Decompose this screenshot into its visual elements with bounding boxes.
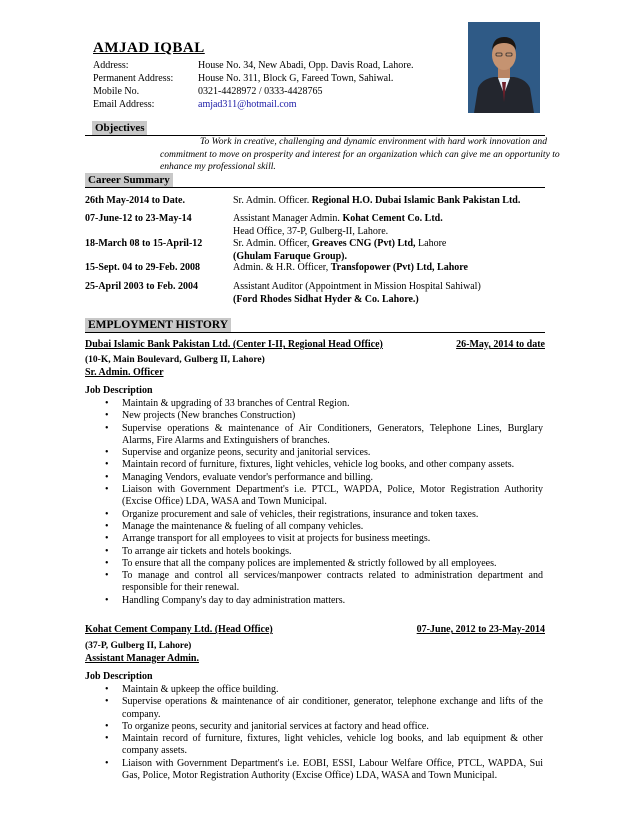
contact-block [93,59,414,111]
list-item: • Supervise and organize peons, security and janitorial services. [103,447,543,459]
list-item: • To manage and control all services/manpower contracts related to administration department and responsible for their renewal. [103,570,543,595]
duties-list [103,684,543,782]
career-date: 25-April 2003 to Feb. 2004 [85,281,199,292]
career-date: 18-March 08 to 15-April-12 [85,238,203,249]
career-date: 07-June-12 to 23-May-14 [85,213,192,224]
career-role: Assistant Auditor (Appointment in Mission Hospital Sahiwal) (Ford Rhodes Sidhat Hyder & Co. Lahore.) [233,281,481,305]
contact-label: Permanent Address: [93,73,174,84]
duties-list [103,398,543,607]
job-header [85,624,545,635]
list-item: • Maintain record of furniture, fixtures, light vehicles, vehicle log books, and lab equipment & other company assets. [103,733,543,758]
job-description-label: Job Description [85,671,153,682]
job-title: Assistant Manager Admin. [85,653,199,664]
contact-value: House No. 311, Block G, Fareed Town, Sahiwal. [198,73,394,84]
objectives-heading: Objectives [92,121,147,135]
section-divider [85,187,545,188]
list-item: • To organize peons, security and janitorial services at factory and head office. [103,721,543,733]
contact-label: Mobile No. [93,86,140,97]
list-item: • To arrange air tickets and hotels bookings. [103,546,543,558]
list-item: • Maintain & upkeep the office building. [103,684,543,696]
contact-value: 0321-4428972 / 0333-4428765 [198,86,323,97]
career-date: 15-Sept. 04 to 29-Feb. 2008 [85,262,200,273]
list-item: • Arrange transport for all employees to visit at projects for business meetings. [103,533,543,545]
list-item: • Supervise operations & maintenance of Air Conditioners, Generators, Telephone Lines, Burglary Alarms, Fire Alarms and Extinguishers of branches. [103,423,543,448]
job-dates: 07-June, 2012 to 23-May-2014 [416,624,545,635]
list-item: • To ensure that all the company polices are implemented & strictly followed by all employees. [103,558,543,570]
job-header [85,339,545,350]
career-role: Sr. Admin. Officer, Greaves CNG (Pvt) Ltd, Lahore (Ghulam Faruque Group). [233,238,447,262]
career-date: 26th May-2014 to Date. [85,195,185,206]
career-row [85,262,555,275]
career-role: Sr. Admin. Officer. Regional H.O. Dubai Islamic Bank Pakistan Ltd. [233,195,521,206]
list-item: • Liaison with Government Department's i.e. PTCL, WAPDA, Police, Motor Registration Authority (Excise Office) LDA, WASA and Town Municipal. [103,484,543,509]
job-address: (10-K, Main Boulevard, Gulberg II, Lahore) [85,355,265,365]
job-title: Sr. Admin. Officer [85,367,164,378]
job-address: (37-P, Gulberg II, Lahore) [85,641,192,651]
list-item: • Liaison with Government Department's i.e. EOBI, ESSI, Labour Welfare Office, PTCL, WAPDA, Sui Gas, Police, Motor Registration Authority (Excise Office) LDA, WASA and Town Municipal. [103,758,543,783]
list-item: • Supervise operations & maintenance of air conditioner, generator, telephone exchange and lifts of the company. [103,696,543,721]
email-link[interactable]: amjad311@hotmail.com [198,99,297,110]
job-company: Dubai Islamic Bank Pakistan Ltd. (Center I-II, Regional Head Office) [85,339,383,350]
career-row [85,281,555,306]
section-divider [85,332,545,333]
employment-history-heading: EMPLOYMENT HISTORY [85,318,231,332]
profile-photo [468,22,540,113]
list-item: • Maintain record of furniture, fixtures, light vehicles, vehicle log books, and other company assets. [103,459,543,471]
contact-label: Email Address: [93,99,155,110]
career-row [85,213,555,238]
contact-value: House No. 34, New Abadi, Opp. Davis Road, Lahore. [198,60,414,71]
job-description-label: Job Description [85,385,153,396]
objectives-text: To Work in creative, challenging and dynamic environment with hard work innovation and commitment to move on prosperity and interest for an organization which can give me an opportunity to enhance my professional skill. [160,136,560,172]
contact-row-mobile [93,85,414,98]
job-company: Kohat Cement Company Ltd. (Head Office) [85,624,273,635]
career-row [85,238,555,263]
contact-row-permanent-address [93,72,414,85]
list-item: • New projects (New branches Construction) [103,410,543,422]
list-item: • Maintain & upgrading of 33 branches of Central Region. [103,398,543,410]
career-role: Admin. & H.R. Officer, Transfopower (Pvt) Ltd, Lahore [233,262,468,273]
candidate-name: AMJAD IQBAL [93,40,205,56]
list-item: • Organize procurement and sale of vehicles, their registrations, insurance and token taxes. [103,509,543,521]
contact-label: Address: [93,60,129,71]
career-role: Assistant Manager Admin. Kohat Cement Co. Ltd. Head Office, 37-P, Gulberg-II, Lahore. [233,213,443,237]
job-dates: 26-May, 2014 to date [456,339,545,350]
contact-row-email [93,98,414,111]
list-item: • Handling Company's day to day administration matters. [103,595,543,607]
list-item: • Manage the maintenance & fueling of all company vehicles. [103,521,543,533]
contact-row-address [93,59,414,72]
career-row [85,195,555,208]
career-summary-heading: Career Summary [85,173,173,187]
list-item: • Managing Vendors, evaluate vendor's performance and billing. [103,472,543,484]
